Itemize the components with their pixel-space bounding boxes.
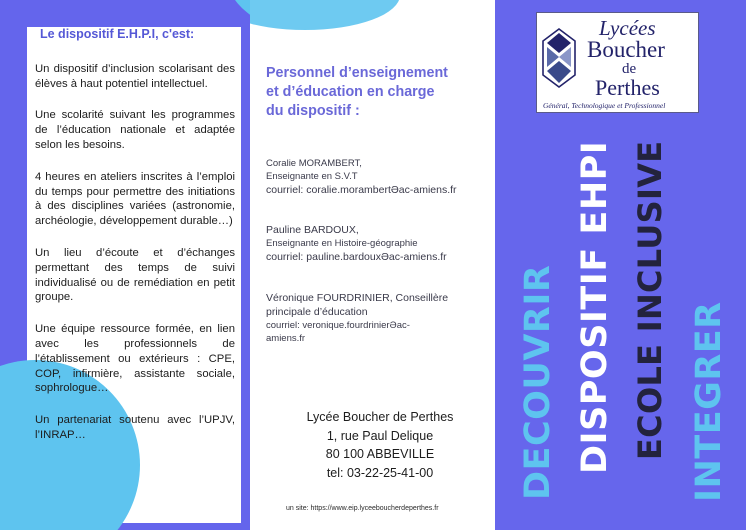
school-logo [536, 12, 699, 113]
staff-email-continued: amiens.fr [266, 333, 306, 344]
staff-email: courriel: coralie.morambertƏac-amiens.fr [266, 184, 457, 196]
logo-text-de: de [622, 61, 637, 77]
paragraph-inclusion: Un dispositif d’inclusion scolarisant des élèves à haut potentiel intellectuel. [35, 62, 235, 90]
paragraph-partenariat: Un partenariat soutenu avec l’UPJV, l’INRAP… [35, 414, 235, 441]
logo-subtitle: Général, Technologique et Professionnel [543, 101, 666, 110]
logo-text-lycees: Lycées [599, 16, 656, 40]
address-street: 1, rue Paul Delique [326, 428, 434, 443]
staff-heading [266, 64, 488, 121]
vertical-text-decouvrir: DECOUVRIR [518, 264, 558, 500]
staff-heading-line: Personnel d’enseignement [266, 65, 448, 81]
logo-text-perthes: Perthes [595, 75, 660, 100]
paragraph-ecoute: Un lieu d’écoute et d’échanges permettant des temps de suivi individualisé ou de remédiation en petit groupe. [35, 246, 235, 304]
staff-entry-bardoux [266, 223, 447, 264]
staff-name: Coralie MORAMBERT, [266, 158, 362, 169]
staff-role: Enseignante en Histoire-géographie [266, 238, 418, 249]
website-link[interactable]: un site: https://www.eip.lyceeboucherdeperthes.fr [286, 505, 439, 512]
paragraph-scolarite: Une scolarité suivant les programmes de l’éducation nationale et adaptée selon les besoins. [35, 109, 235, 151]
paragraph-ateliers: 4 heures en ateliers inscrites à l’emploi du temps pour permettre des initiations à des disciplines variées (astronomie, archéologie, développement durable…) [35, 170, 235, 228]
logo-emblem-icon [541, 27, 577, 89]
middle-panel [250, 0, 495, 530]
staff-entry-fourdrinier [266, 291, 448, 345]
paragraph-equipe: Une équipe ressource formée, en lien avec les professionnels de l’établissement ou extérieurs : CPE, COP, infirmière, assistante sociale, sophrologue… [35, 323, 235, 395]
staff-entry-morambert [266, 157, 457, 197]
school-address [280, 408, 480, 482]
address-school-name: Lycée Boucher de Perthes [306, 410, 454, 424]
staff-name: Véronique FOURDRINIER, Conseillère [266, 292, 449, 304]
decorative-blob-top [250, 0, 400, 30]
vertical-text-dispositif: DISPOSITIF EHPI [575, 140, 615, 474]
left-title: Le dispositif E.H.P.I, c'est: [40, 27, 195, 41]
vertical-text-integrer: INTEGRER [689, 301, 729, 502]
staff-name: Pauline BARDOUX, [266, 224, 359, 236]
staff-heading-line: et d’éducation en charge [266, 84, 435, 100]
address-phone: tel: 03-22-25-41-00 [326, 465, 434, 480]
decorative-blob [225, 0, 250, 30]
staff-role: principale d’éducation [266, 306, 368, 318]
vertical-text-ecole-inclusive: ECOLE INCLUSIVE [631, 140, 669, 460]
left-panel-content [35, 27, 235, 460]
staff-role: Enseignante en S.V.T [266, 171, 358, 182]
staff-email: courriel: pauline.bardouxƏac-amiens.fr [266, 251, 447, 263]
logo-text-boucher: Boucher [587, 37, 665, 62]
staff-email: courriel: veronique.fourdrinierƏac- [266, 320, 410, 331]
address-city: 80 100 ABBEVILLE [325, 447, 435, 461]
staff-heading-line: du dispositif : [266, 103, 360, 119]
